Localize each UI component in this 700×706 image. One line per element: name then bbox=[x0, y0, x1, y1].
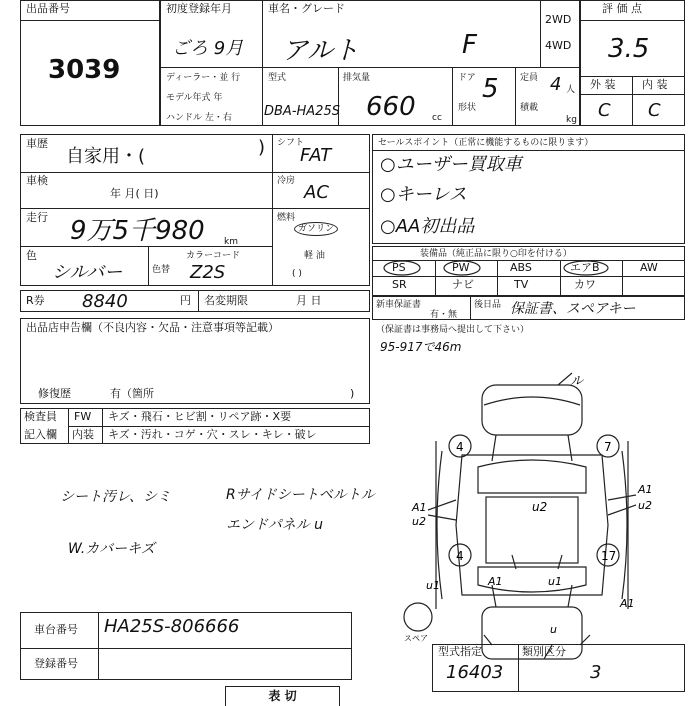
mileage-label: 走行 bbox=[26, 211, 48, 224]
equip-sr: SR bbox=[392, 278, 407, 291]
shape-label: 形状 bbox=[458, 103, 477, 113]
interior-inspect-label: 内装 bbox=[72, 428, 94, 441]
capacity-value: 4 bbox=[550, 74, 562, 95]
lot-label: 出品番号 bbox=[26, 2, 70, 15]
car-damage-diagram bbox=[372, 345, 685, 685]
model-year-label: モデル年式 年 bbox=[166, 93, 223, 103]
history-value: 自家用・( bbox=[66, 146, 146, 167]
sales-point-3: ○AA初出品 bbox=[380, 216, 475, 237]
interior-items: キズ・汚れ・コゲ・穴・スレ・キレ・破レ bbox=[108, 428, 317, 441]
diagram-mark-8: A1 bbox=[638, 483, 653, 496]
first-reg-label: 初度登録年月 bbox=[166, 2, 232, 15]
color-value: シルバー bbox=[52, 262, 123, 283]
equip-pw: PW bbox=[452, 261, 470, 274]
dealer-label: ディーラー・並 行 bbox=[166, 73, 241, 83]
diagram-mark-3: 4 bbox=[456, 549, 464, 563]
diagram-mark-11: u1 bbox=[548, 575, 562, 588]
history-label: 車歴 bbox=[26, 137, 48, 150]
recycle-unit: 円 bbox=[180, 294, 191, 307]
lot-number: 3039 bbox=[48, 55, 121, 85]
warranty-note: （保証書は事務局へ提出して下さい） bbox=[376, 325, 530, 335]
handwritten-note: 95-917で46m bbox=[380, 340, 462, 354]
type-label: 型式 bbox=[268, 73, 287, 83]
diagram-mark-7: u2 bbox=[532, 500, 548, 514]
equip-ps: PS bbox=[392, 261, 406, 274]
load-label: 積載 bbox=[520, 103, 539, 113]
diagram-mark-10: u1 bbox=[426, 579, 440, 592]
sales-points-title: セールスポイント（正常に機能するものに限ります） bbox=[378, 138, 594, 148]
fw-items: キズ・飛石・ヒビ割・リペア跡・X要 bbox=[108, 410, 292, 423]
repair-value: 有（箇所 bbox=[110, 387, 154, 400]
inspect-note-3: エンドパネル u bbox=[226, 517, 324, 533]
color-code-value: Z2S bbox=[190, 262, 226, 283]
designation-value: 16403 bbox=[446, 662, 504, 683]
diagram-mark-9: u2 bbox=[638, 499, 652, 512]
interior-label: 内 装 bbox=[642, 78, 668, 91]
capacity-unit: 人 bbox=[566, 85, 576, 95]
inspect-note-2: Rサイドシートベルトル bbox=[226, 487, 375, 503]
doors-label: ドア bbox=[458, 73, 476, 83]
equip-tv: TV bbox=[514, 278, 529, 291]
repair-close: ) bbox=[350, 387, 355, 400]
inspection-label: 車検 bbox=[26, 174, 48, 187]
mileage-unit: km bbox=[224, 237, 238, 247]
cooling-value: AC bbox=[304, 182, 329, 203]
interior-grade: C bbox=[648, 100, 661, 121]
diagram-mark-14: u bbox=[550, 623, 557, 636]
fuel-diesel: 軽 油 bbox=[304, 251, 325, 261]
mileage-value: 9万5千980 bbox=[70, 216, 205, 246]
exterior-grade: C bbox=[598, 100, 611, 121]
diagram-mark-12: A1 bbox=[488, 575, 503, 588]
diagram-mark-4: 17 bbox=[601, 549, 617, 563]
inspector-label: 検査員 bbox=[24, 410, 57, 423]
doors-value: 5 bbox=[482, 74, 499, 104]
displacement-value: 660 bbox=[366, 92, 416, 122]
remarks-title: 出品店申告欄（不良内容・欠品・注意事項等記載） bbox=[26, 321, 279, 334]
diagram-mark-1: 4 bbox=[456, 440, 464, 454]
equip-aw: AW bbox=[640, 261, 658, 274]
sales-point-2: ○キーレス bbox=[380, 184, 467, 205]
grade-value: F bbox=[462, 30, 477, 60]
recycle-value: 8840 bbox=[82, 291, 128, 312]
footer-button[interactable]: 表 切 bbox=[225, 686, 340, 706]
inspection-value: 年 月( 日) bbox=[110, 187, 159, 200]
equip-circles bbox=[372, 246, 685, 296]
sales-point-1: ○ユーザー買取車 bbox=[380, 154, 522, 175]
category-value: 3 bbox=[590, 662, 602, 683]
chassis-label: 車台番号 bbox=[34, 623, 78, 636]
diagram-mark-13: A1 bbox=[620, 597, 635, 610]
name-change-label: 名変期限 bbox=[204, 294, 248, 307]
equip-leather: カワ bbox=[574, 278, 596, 291]
diagram-mark-5: A1 bbox=[412, 501, 427, 514]
inspect-note-4: W.カバーキズ bbox=[68, 541, 155, 557]
reg-label: 登録番号 bbox=[34, 657, 78, 670]
model-label: 車名・グレード bbox=[268, 2, 345, 15]
score-label: 評 価 点 bbox=[602, 2, 642, 15]
accessory-label: 後日品 bbox=[474, 300, 502, 310]
chassis-value: HA25S-806666 bbox=[104, 616, 240, 637]
handle-label: ハンドル 左・右 bbox=[166, 113, 232, 123]
accessory-value: 保証書、スペアキー bbox=[510, 301, 636, 317]
equipment-title: 装備品（純正品に限り○印を付ける） bbox=[420, 249, 572, 259]
exterior-label: 外 装 bbox=[590, 78, 616, 91]
category-label: 類別区分 bbox=[522, 645, 566, 658]
shift-label: シフト bbox=[277, 138, 305, 148]
warranty-value: 有・無 bbox=[430, 310, 458, 320]
entry-label: 記入欄 bbox=[24, 428, 57, 441]
fuel-gasoline: ガソリン bbox=[294, 222, 338, 236]
name-change-value: 月 日 bbox=[296, 294, 322, 307]
drive-2wd: 2WD bbox=[545, 13, 572, 26]
warranty-label: 新車保証書 bbox=[376, 300, 422, 310]
fuel-label: 燃料 bbox=[277, 213, 296, 223]
fw-label: FW bbox=[74, 410, 92, 423]
recycle-label: R券 bbox=[26, 294, 45, 307]
type-value: DBA-HA25S bbox=[264, 104, 340, 119]
color-label: 色 bbox=[26, 249, 37, 262]
repair-label: 修復歴 bbox=[38, 387, 71, 400]
drive-4wd: 4WD bbox=[545, 39, 572, 52]
color-code-label: カラーコード bbox=[186, 251, 241, 261]
model-value: アルト bbox=[282, 36, 359, 66]
shift-value: FAT bbox=[300, 145, 332, 166]
displacement-unit: cc bbox=[432, 113, 442, 123]
diagram-mark-2: 7 bbox=[604, 440, 612, 454]
load-unit: kg bbox=[566, 115, 577, 125]
equip-airbag: エアB bbox=[570, 261, 600, 274]
score-value: 3.5 bbox=[608, 34, 650, 64]
color-no-label: 色替 bbox=[152, 265, 171, 275]
inspect-note-1: シート汚レ、シミ bbox=[60, 489, 171, 505]
fuel-paren: ( ) bbox=[292, 269, 302, 279]
capacity-label: 定員 bbox=[520, 73, 539, 83]
designation-label: 型式指定 bbox=[438, 645, 482, 658]
spare-label: スペア bbox=[404, 634, 428, 643]
equip-navi: ナビ bbox=[452, 278, 474, 291]
cooling-label: 冷房 bbox=[277, 176, 296, 186]
history-close: ) bbox=[258, 137, 266, 158]
first-reg-value: ごろ 9月 bbox=[172, 38, 244, 59]
equip-abs: ABS bbox=[510, 261, 532, 274]
diagram-mark-6: u2 bbox=[412, 515, 426, 528]
displacement-label: 排気量 bbox=[343, 73, 371, 83]
diagram-mark-15: ル bbox=[570, 374, 584, 389]
